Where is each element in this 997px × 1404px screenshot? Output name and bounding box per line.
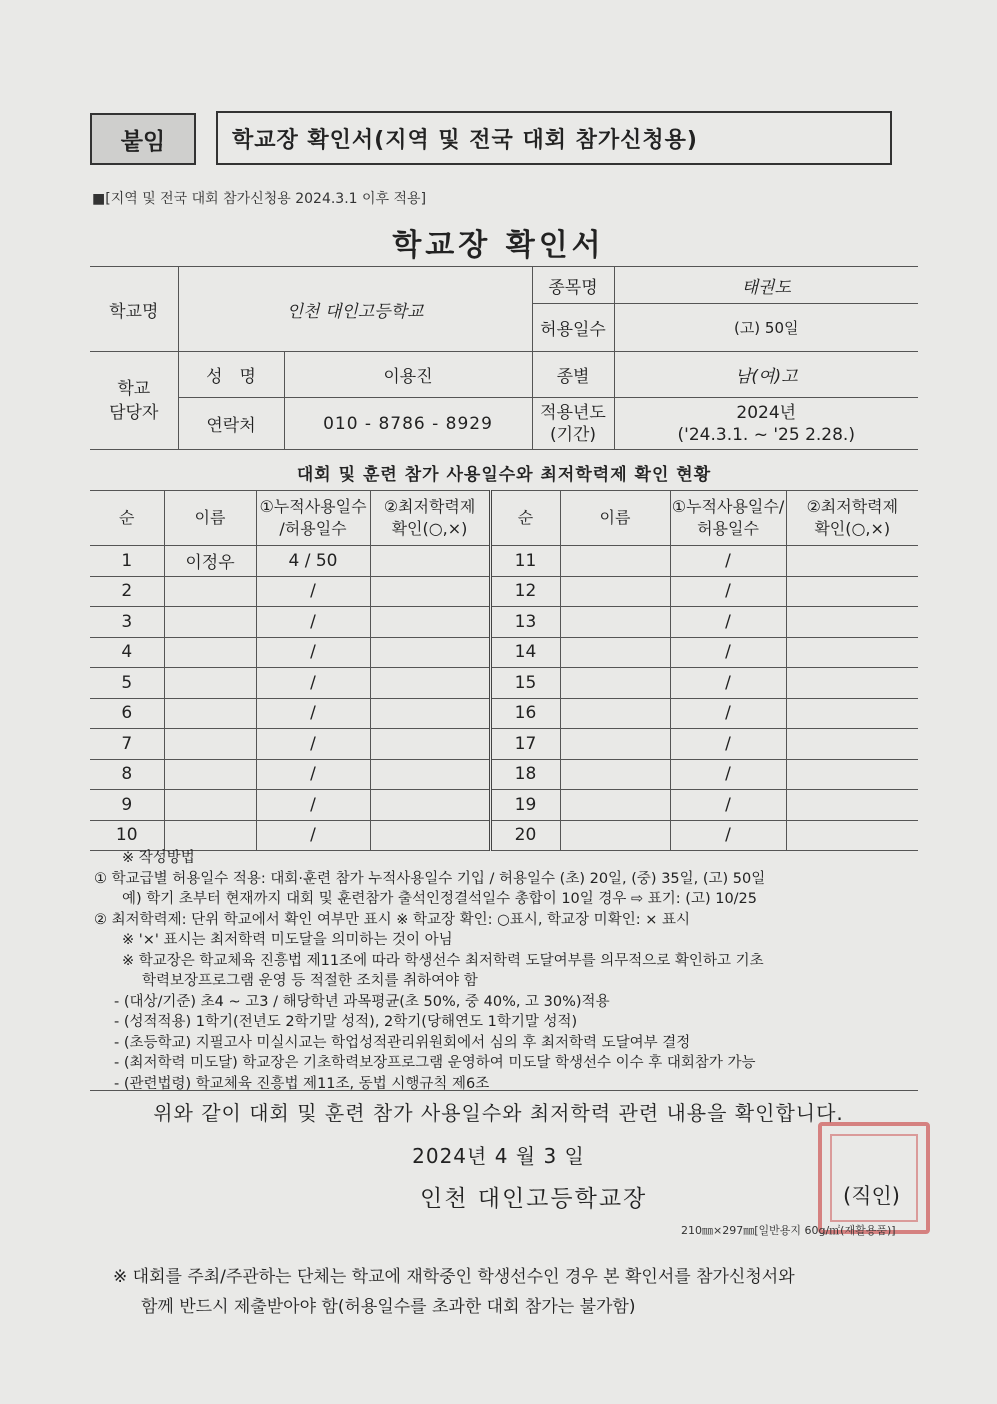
days-left: / [256,668,370,699]
period-value: ('24.3.1. ~ '25 2.28.) [677,424,855,445]
guide-line: 예) 학기 초부터 현재까지 대회 및 훈련참가 출석인정결석일수 총합이 10일 경우 ⇨ 표기: (고) 10/25 [122,891,758,907]
event-label: 종목명 [532,267,614,304]
seal-label: (직인) [843,1184,900,1208]
check-right [786,759,918,790]
row-number-left: 5 [90,668,164,699]
row-number-right: 19 [490,790,560,821]
principal-name: 인천 대인고등학교장 [420,1186,648,1212]
check-left [370,668,490,699]
check-right [786,637,918,668]
row-number-left: 8 [90,759,164,790]
header-check-left: ②최저학력제 확인(○,×) [370,491,490,546]
table-row [90,820,918,851]
submission-note-line: ※ 대회를 주최/주관하는 단체는 학교에 재학중인 학생선수인 경우 본 확인서를 참가신청서와 [113,1267,795,1287]
check-right [786,790,918,821]
days-left: / [256,607,370,638]
row-number-left: 9 [90,790,164,821]
guide-line: 학력보장프로그램 운영 등 적절한 조치를 취하여야 함 [142,973,478,989]
guide-line: - (성적적용) 1학기(전년도 2학기말 성적), 2학기(당해연도 1학기말 성적) [114,1014,578,1030]
guide-heading: ※ 작성방법 [122,850,195,866]
row-number-left: 2 [90,576,164,607]
school-name-label: 학교명 [90,267,178,352]
header-no-right: 순 [490,491,560,546]
year-label: 적용년도 (기간) [532,398,614,450]
student-name-left [164,820,256,851]
school-info-table [90,266,918,450]
check-left [370,607,490,638]
days-left: / [256,790,370,821]
check-right [786,820,918,851]
table-row [90,576,918,607]
student-name-right [560,729,670,760]
divider [90,1090,918,1091]
student-name-right [560,759,670,790]
row-number-right: 11 [490,546,560,577]
attachment-tag: 붙임 [90,113,196,165]
school-name-value: 인천 대인고등학교 [178,267,532,352]
check-right [786,576,918,607]
guide-line: ② 최저학력제: 단위 학교에서 확인 여부만 표시 ※ 학교장 확인: ○표시, 학교장 미확인: × 표시 [94,911,690,928]
header-days-left: ①누적사용일수 /허용일수 [256,491,370,546]
table-row [90,790,918,821]
row-number-right: 13 [490,607,560,638]
check-left [370,637,490,668]
manager-name-value: 이용진 [284,352,532,398]
check-left [370,576,490,607]
days-right: / [670,668,786,699]
row-number-left: 3 [90,607,164,638]
row-number-right: 15 [490,668,560,699]
year-value: 2024년 [736,402,797,423]
manager-label: 학교 담당자 [90,352,178,450]
check-right [786,607,918,638]
student-name-left [164,576,256,607]
writing-guide [94,848,924,1094]
table-row [90,668,918,699]
guide-line: - (관련법령) 학교체육 진흥법 제11조, 동법 시행규칙 제6조 [114,1075,490,1092]
row-number-left: 10 [90,820,164,851]
header-name-left: 이름 [164,491,256,546]
table-row [90,546,918,577]
days-left: 4 / 50 [256,546,370,577]
days-right: / [670,637,786,668]
student-name-left: 이정우 [164,546,256,577]
student-name-left [164,790,256,821]
usage-table [90,490,918,851]
days-right: / [670,698,786,729]
days-left: / [256,698,370,729]
allowed-days-label: 허용일수 [532,304,614,352]
check-right [786,729,918,760]
student-name-right [560,698,670,729]
row-number-left: 1 [90,546,164,577]
days-left: / [256,759,370,790]
row-number-right: 16 [490,698,560,729]
row-number-right: 17 [490,729,560,760]
header-name-right: 이름 [560,491,670,546]
guide-line: ① 학교급별 허용일수 적용: 대회·훈련 참가 누적사용일수 기입 / 허용일수 (초) 20일, (중) 35일, (고) 50일 [94,870,766,887]
check-right [786,668,918,699]
student-name-right [560,820,670,851]
student-name-right [560,576,670,607]
student-name-right [560,637,670,668]
header-no-left: 순 [90,491,164,546]
row-number-right: 18 [490,759,560,790]
submission-note [113,1262,795,1322]
event-value: 태권도 [614,267,918,304]
guide-line: - (대상/기준) 초4 ~ 고3 / 해당학년 과목평균(초 50%, 중 40%, 고 30%)적용 [114,993,610,1010]
header-check-right: ②최저학력제 확인(○,×) [786,491,918,546]
check-left [370,729,490,760]
table-row [90,607,918,638]
check-right [786,546,918,577]
days-left: / [256,820,370,851]
guide-line: - (최저학력 미도달) 학교장은 기초학력보장프로그램 운영하여 미도달 학생선수 이수 후 대회참가 가능 [114,1055,756,1071]
category-label: 종별 [532,352,614,398]
student-name-right [560,607,670,638]
manager-name-label: 성 명 [178,352,284,398]
days-right: / [670,729,786,760]
table-row [90,759,918,790]
submission-note-line: 함께 반드시 제출받아야 함(허용일수를 초과한 대회 참가는 불가함) [141,1297,636,1317]
page-title: 학교장 확인서 [392,228,605,263]
check-left [370,820,490,851]
row-number-right: 12 [490,576,560,607]
contact-label: 연락처 [178,398,284,450]
applicability-note: ■[지역 및 전국 대회 참가신청용 2024.3.1 이후 적용] [92,191,427,207]
student-name-left [164,668,256,699]
student-name-left [164,607,256,638]
confirmation-date: 2024년 4 월 3 일 [412,1144,585,1168]
row-number-right: 20 [490,820,560,851]
student-name-left [164,729,256,760]
row-number-right: 14 [490,637,560,668]
days-right: / [670,607,786,638]
days-left: / [256,637,370,668]
days-left: / [256,576,370,607]
student-name-left [164,698,256,729]
category-value: 남(여)고 [614,352,918,398]
check-left [370,698,490,729]
official-seal-stamp [818,1122,930,1234]
check-left [370,759,490,790]
days-right: / [670,546,786,577]
student-name-right [560,790,670,821]
section-title: 대회 및 훈련 참가 사용일수와 최저학력제 확인 현황 [296,465,712,485]
document-heading: 학교장 확인서(지역 및 전국 대회 참가신청용) [216,111,892,165]
student-name-right [560,546,670,577]
check-right [786,698,918,729]
student-name-left [164,759,256,790]
days-right: / [670,790,786,821]
table-row [90,637,918,668]
row-number-left: 6 [90,698,164,729]
days-right: / [670,576,786,607]
table-row [90,698,918,729]
check-left [370,790,490,821]
year-cell [614,398,918,450]
row-number-left: 4 [90,637,164,668]
student-name-right [560,668,670,699]
student-name-left [164,637,256,668]
days-right: / [670,820,786,851]
allowed-days-value: (고) 50일 [614,304,918,352]
guide-line: - (초등학교) 지필고사 미실시교는 학업성적관리위원회에서 심의 후 최저학력 도달여부 결정 [114,1034,691,1051]
days-right: / [670,759,786,790]
header-days-right: ①누적사용일수/ 허용일수 [670,491,786,546]
guide-line: ※ 학교장은 학교체육 진흥법 제11조에 따라 학생선수 최저학력 도달여부를 의무적으로 확인하고 기초 [122,952,764,969]
guide-line: ※ '×' 표시는 최저학력 미도달을 의미하는 것이 아님 [122,932,453,948]
table-row [90,729,918,760]
paper-spec: 210㎜×297㎜[일반용지 60g/㎡(재활용품)] [681,1224,896,1237]
days-left: / [256,729,370,760]
confirmation-statement: 위와 같이 대회 및 훈련 참가 사용일수와 최저학력 관련 내용을 확인합니다. [153,1101,844,1125]
contact-value: 010 - 8786 - 8929 [284,398,532,450]
row-number-left: 7 [90,729,164,760]
check-left [370,546,490,577]
